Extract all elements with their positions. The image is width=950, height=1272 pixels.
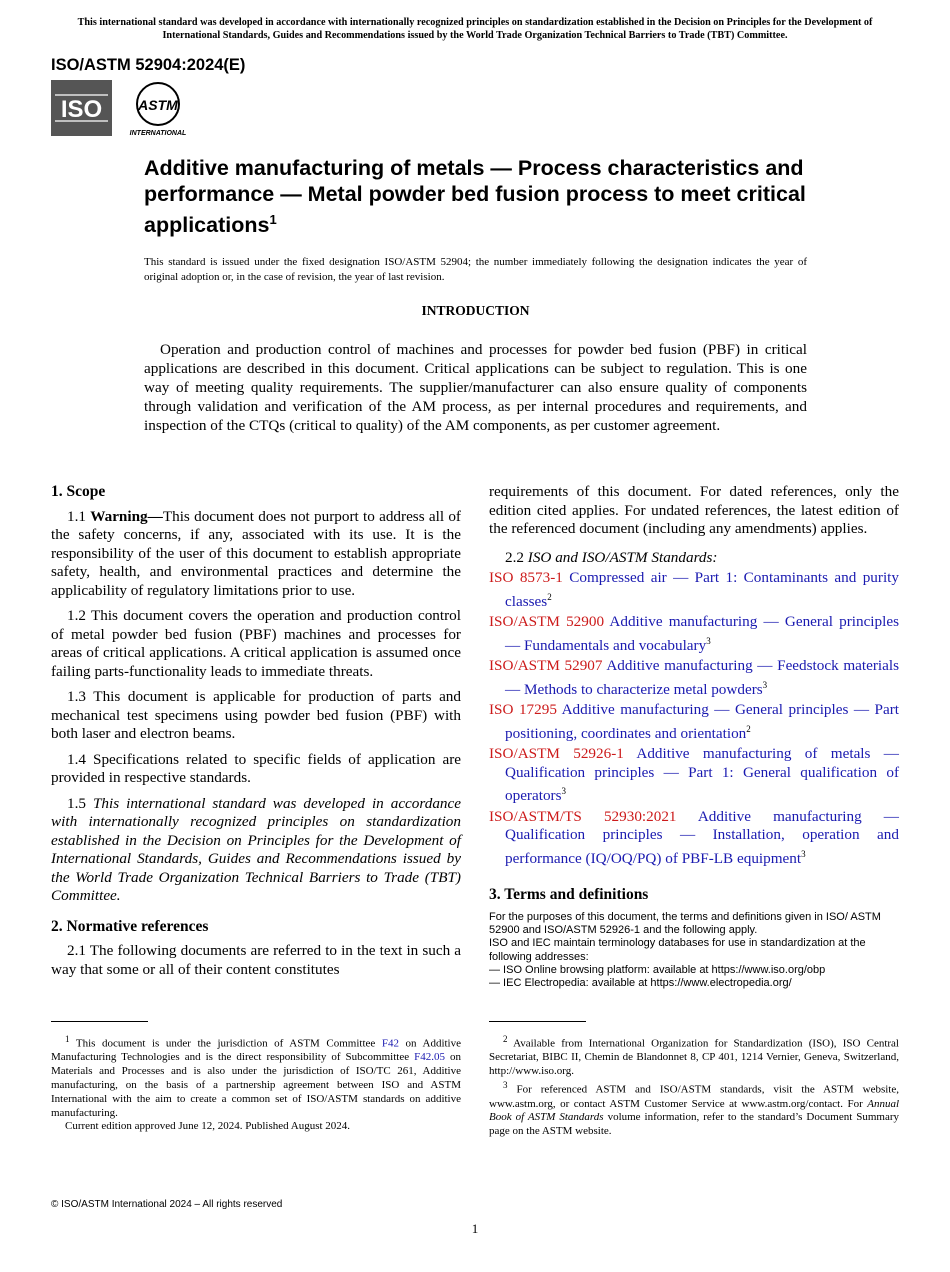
copyright-notice: © ISO/ASTM International 2024 – All rights reserved (51, 1199, 283, 1210)
iso-logo (51, 80, 112, 136)
issued-note: This standard is issued under the fixed designation ISO/ASTM 52904; the number immediately following the designation indicates the year of original adoption or, in the case of revision, the year of last revision. (144, 256, 807, 283)
clause-number: 1.1 (67, 507, 86, 525)
iso-logo-text: ISO (60, 96, 103, 123)
document-title-text: Additive manufacturing of metals — Process characteristics and performance — Metal powder bed fusion process to meet critical applications (144, 156, 806, 238)
reference-item (489, 569, 899, 611)
reference-title-link[interactable]: Additive manufacturing of metals — Qualification principles — Part 1: General qualification of operators (505, 745, 899, 805)
left-column (51, 483, 461, 986)
astm-logo-subtext: INTERNATIONAL (129, 130, 187, 137)
reference-code-link[interactable]: ISO 8573-1 (489, 569, 563, 586)
warning-label: Warning— (90, 507, 163, 525)
clause-number: 1.5 (67, 794, 86, 812)
footnote-text: on Materials and Processes and is also under the jurisdiction of ISO/TC 261, Additive manufacturing, on the basis of a partnership agreement between ISO and ASTM International with the aim to create a common set of ISO/ASTM standards on additive manufacturing. (51, 1051, 462, 1119)
scope-clause-1-4: 1.4 Specifications related to specific fields of application are provided in respective standards. (51, 750, 461, 786)
footnote-2 (489, 1033, 899, 1079)
reference-footnote-mark: 3 (801, 848, 806, 859)
reference-item (489, 613, 899, 655)
reference-title-link[interactable]: Additive manufacturing — Feedstock materials — Methods to characterize metal powders (505, 657, 900, 698)
footnote-rule-right (489, 1021, 586, 1022)
reference-footnote-mark: 3 (762, 679, 768, 690)
reference-code-link[interactable]: ISO/ASTM 52907 (489, 657, 603, 675)
footnotes-left (51, 1033, 461, 1134)
introduction-body: Operation and production control of machines and processes for powder bed fusion (PBF) in critical applications are described in this document. Critical applications can be subject to regulation. This is one way of meeting quality requirements. The supplier/manufacturer can also ensure quality of components through validation and verification of the AM process, as per internal procedures and requirements, and inspection of the CTQs (critical to quality) of the AM components, as per customer agreement. (144, 341, 807, 434)
reference-item (489, 745, 899, 806)
reference-title-link[interactable]: Additive manufacturing — General principles — Part positioning, coordinates and orientation (505, 701, 899, 742)
footnotes-right (489, 1033, 899, 1139)
astm-logo-text: ASTM (138, 97, 178, 113)
reference-item (489, 657, 899, 699)
terms-heading: 3. Terms and definitions (489, 886, 649, 904)
reference-code-link[interactable]: ISO 17295 (489, 701, 557, 719)
right-column (489, 483, 899, 991)
reference-item (489, 808, 899, 869)
page-number: 1 (471, 1221, 479, 1236)
normative-clause-2-1: 2.1 The following documents are referred to in the text in such a way that some or all of their content constitutes (51, 942, 461, 978)
subcommittee-f42-05-link[interactable]: F42.05 (414, 1051, 445, 1064)
footnote-1 (51, 1033, 461, 1120)
terms-body (489, 911, 899, 991)
reference-code-link[interactable]: ISO/ASTM 52926-1 (489, 745, 624, 763)
reference-title-link[interactable]: Additive manufacturing — Qualification principles — Installation, operation and performance (IQ/OQ/PQ) of PBF-LB equipment (505, 807, 899, 867)
footnote-number: 1 (65, 1034, 70, 1044)
scope-clause-1-1 (51, 508, 461, 601)
footnote-text: This document is under the jurisdiction of ASTM Committee (75, 1037, 382, 1050)
clause-title: ISO and ISO/ASTM Standards: (527, 548, 718, 566)
document-designation: ISO/ASTM 52904:2024(E) (51, 56, 246, 74)
footnote-rule-left (51, 1021, 148, 1022)
scope-heading: 1. Scope (51, 483, 106, 500)
footnote-number: 2 (503, 1034, 508, 1044)
document-title (144, 155, 824, 238)
title-footnote-mark: 1 (269, 212, 277, 227)
clause-text: This international standard was developed in accordance with internationally recognized principles on standardization established in the Decision on Principles for the Development of International Standards, Guides and Recommendations issued by the World Trade Organization Technical Barriers to Trade (TBT) Committee. (51, 794, 462, 904)
footnote-text: For referenced ASTM and ISO/ASTM standards, visit the ASTM website, www.astm.org, or contact ASTM Customer Service at www.astm.org/contact. For (489, 1083, 899, 1110)
clause-number: 2.2 (505, 548, 524, 566)
normative-clause-2-1-continued: requirements of this document. For dated references, only the edition cited applies. For undated references, the latest edition of the referenced document (including any amendments) applies. (489, 483, 899, 537)
reference-item (489, 701, 899, 743)
footnote-3 (489, 1079, 899, 1139)
clause-text: This document does not purport to address all of the safety concerns, if any, associated with its use. It is the responsibility of the user of this document to establish appropriate safety, health, and environmental practices and determine the applicability of regulatory limitations prior to use. (51, 507, 461, 599)
reference-title-link[interactable]: Additive manufacturing — General principles — Fundamentals and vocabulary (505, 613, 899, 654)
scope-clause-1-5 (51, 795, 461, 906)
reference-footnote-mark: 3 (706, 635, 711, 646)
reference-title-link[interactable]: Compressed air — Part 1: Contaminants and purity classes (505, 569, 899, 610)
iso-obp-line: — ISO Online browsing platform: available at https://www.iso.org/obp (489, 964, 826, 977)
reference-footnote-mark: 2 (746, 723, 751, 734)
scope-clause-1-2: 1.2 This document covers the operation and production control of metal powder bed fusion (PBF) machines and processes for areas of critical applications. A critical application is assumed once failing parts-functionality leads to immediate threats. (51, 607, 461, 680)
reference-code-link[interactable]: ISO/ASTM/TS 52930:2021 (489, 807, 677, 825)
footnote-text: volume information, refer to the standard’s Document Summary page on the ASTM website. (489, 1111, 900, 1138)
reference-list (489, 569, 899, 868)
edition-note: Current edition approved June 12, 2024. Published August 2024. (65, 1120, 351, 1133)
reference-footnote-mark: 3 (561, 786, 567, 797)
committee-f42-link[interactable]: F42 (381, 1037, 399, 1050)
footnote-italic-text: Annual Book of ASTM Standards (489, 1097, 899, 1124)
normative-references-heading: 2. Normative references (51, 917, 209, 935)
scope-clause-1-3: 1.3 This document is applicable for production of parts and mechanical test specimens using powder bed fusion (PBF) with both laser and electron beams. (51, 688, 461, 742)
normative-clause-2-2 (489, 549, 899, 568)
iec-electropedia-line: — IEC Electropedia: available at https://www.electropedia.org/ (489, 977, 792, 990)
terms-line: For the purposes of this document, the terms and definitions given in ISO/ ASTM 52900 and ISO/ASTM 52926-1 and the following apply. (489, 910, 881, 937)
terms-line: ISO and IEC maintain terminology databases for use in standardization at the following addresses: (489, 937, 866, 963)
reference-footnote-mark: 2 (547, 591, 552, 602)
astm-logo (126, 80, 190, 138)
footnote-number: 3 (503, 1080, 508, 1091)
reference-code-link[interactable]: ISO/ASTM 52900 (489, 613, 605, 631)
tbt-banner: This international standard was developed in accordance with internationally recognized principles on standardization established in the Decision on Principles for the Development of International Standards, Guides and Recommendations issued by the World Trade Organization Technical Barriers to Trade (TBT) Committee. (77, 17, 873, 41)
footnote-text: Available from International Organization for Standardization (ISO), ISO Central Secretariat, BIBC II, Chemin de Blandonnet 8, CP 401, 1214 Vernier, Geneva, Switzerland, http://www.iso.org. (489, 1037, 899, 1078)
footnote-text: on Additive Manufacturing Technologies and is the direct responsibility of Subcommittee (51, 1037, 461, 1064)
introduction-heading: INTRODUCTION (421, 303, 530, 318)
